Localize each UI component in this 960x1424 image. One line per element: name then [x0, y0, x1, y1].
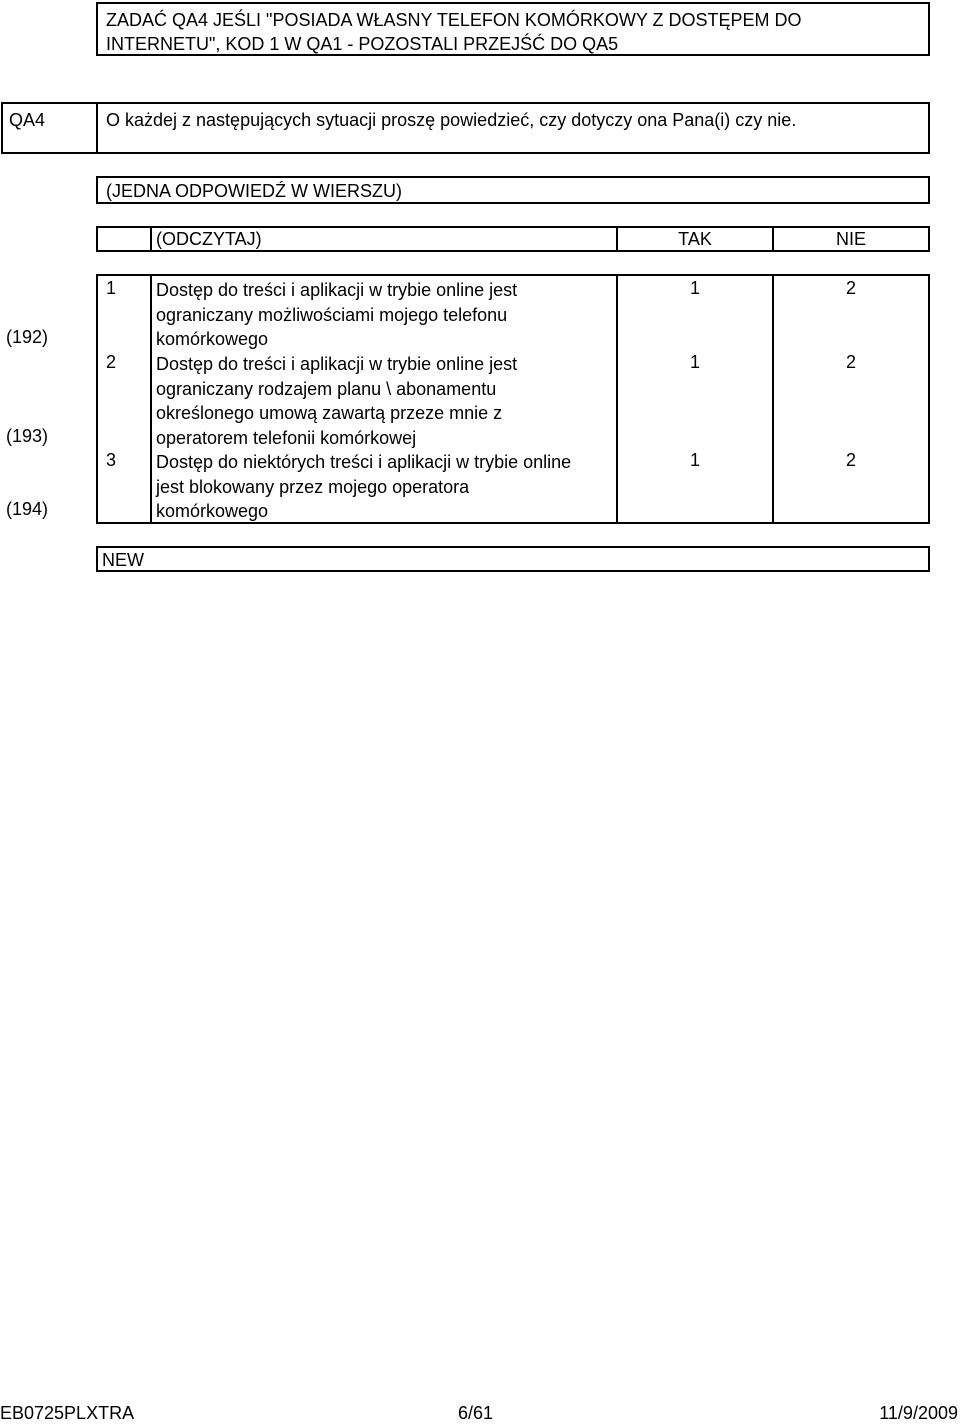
new-marker-box [96, 546, 930, 572]
new-label: NEW [102, 550, 144, 570]
table-header [96, 226, 930, 252]
no-code[interactable]: 2 [845, 352, 856, 372]
item-text-line: operatorem telefonii komórkowej [156, 427, 417, 448]
row-id-194: (194) [6, 499, 49, 519]
item-number: 2 [106, 352, 117, 372]
yes-code[interactable]: 1 [689, 278, 700, 298]
item-text-line: ograniczany możliwościami mojego telefonu [156, 304, 508, 325]
row-id-192: (192) [6, 327, 49, 347]
instruction-line-1: ZADAĆ QA4 JEŚLI "POSIADA WŁASNY TELEFON KOMÓRKOWY Z DOSTĘPEM DO [106, 10, 802, 30]
header-read: (ODCZYTAJ) [152, 228, 618, 250]
header-number-cell [98, 228, 152, 250]
column-divider [772, 276, 774, 522]
item-text-line: Dostęp do treści i aplikacji w trybie online jest [156, 354, 518, 374]
instruction-line-2: INTERNETU", KOD 1 W QA1 - POZOSTALI PRZEJŚĆ DO QA5 [106, 34, 619, 54]
yes-code[interactable]: 1 [689, 450, 700, 470]
item-number: 3 [106, 450, 117, 470]
header-yes: TAK [618, 228, 774, 250]
item-text-line: Dostęp do treści i aplikacji w trybie online jest [156, 280, 518, 300]
item-text [156, 450, 620, 524]
header-no: NIE [835, 229, 866, 249]
item-text-line: określonego umową zawartą przeze mnie z [156, 403, 503, 423]
no-code[interactable]: 2 [845, 450, 856, 470]
item-text-line: komórkowego [156, 329, 269, 349]
page-number: 6/61 [458, 1403, 494, 1423]
document-date: 11/9/2009 [879, 1403, 958, 1423]
item-text-line: Dostęp do niektórych treści i aplikacji w trybie online [156, 452, 572, 472]
answer-note: (JEDNA ODPOWIEDŹ W WIERSZU) [106, 181, 402, 201]
question-id-cell [1, 102, 98, 154]
row-id-193: (193) [6, 426, 49, 446]
item-text-line: komórkowego [156, 501, 269, 521]
document-code: EB0725PLXTRA [0, 1403, 135, 1423]
question-text-cell [96, 102, 930, 154]
question-id: QA4 [9, 110, 46, 130]
question-text: O każdej z następujących sytuacji proszę powiedzieć, czy dotyczy ona Pana(i) czy nie. [106, 110, 797, 130]
item-text [156, 278, 620, 352]
items-table [96, 274, 930, 524]
item-text-line: jest blokowany przez mojego operatora [156, 476, 470, 497]
item-number: 1 [106, 278, 117, 298]
no-code[interactable]: 2 [845, 278, 856, 298]
column-divider [150, 276, 152, 522]
yes-code[interactable]: 1 [689, 352, 700, 372]
routing-instruction [96, 2, 930, 56]
item-text [156, 352, 620, 450]
answer-note-box [96, 176, 930, 204]
item-text-line: ograniczany rodzajem planu \ abonamentu [156, 378, 497, 399]
